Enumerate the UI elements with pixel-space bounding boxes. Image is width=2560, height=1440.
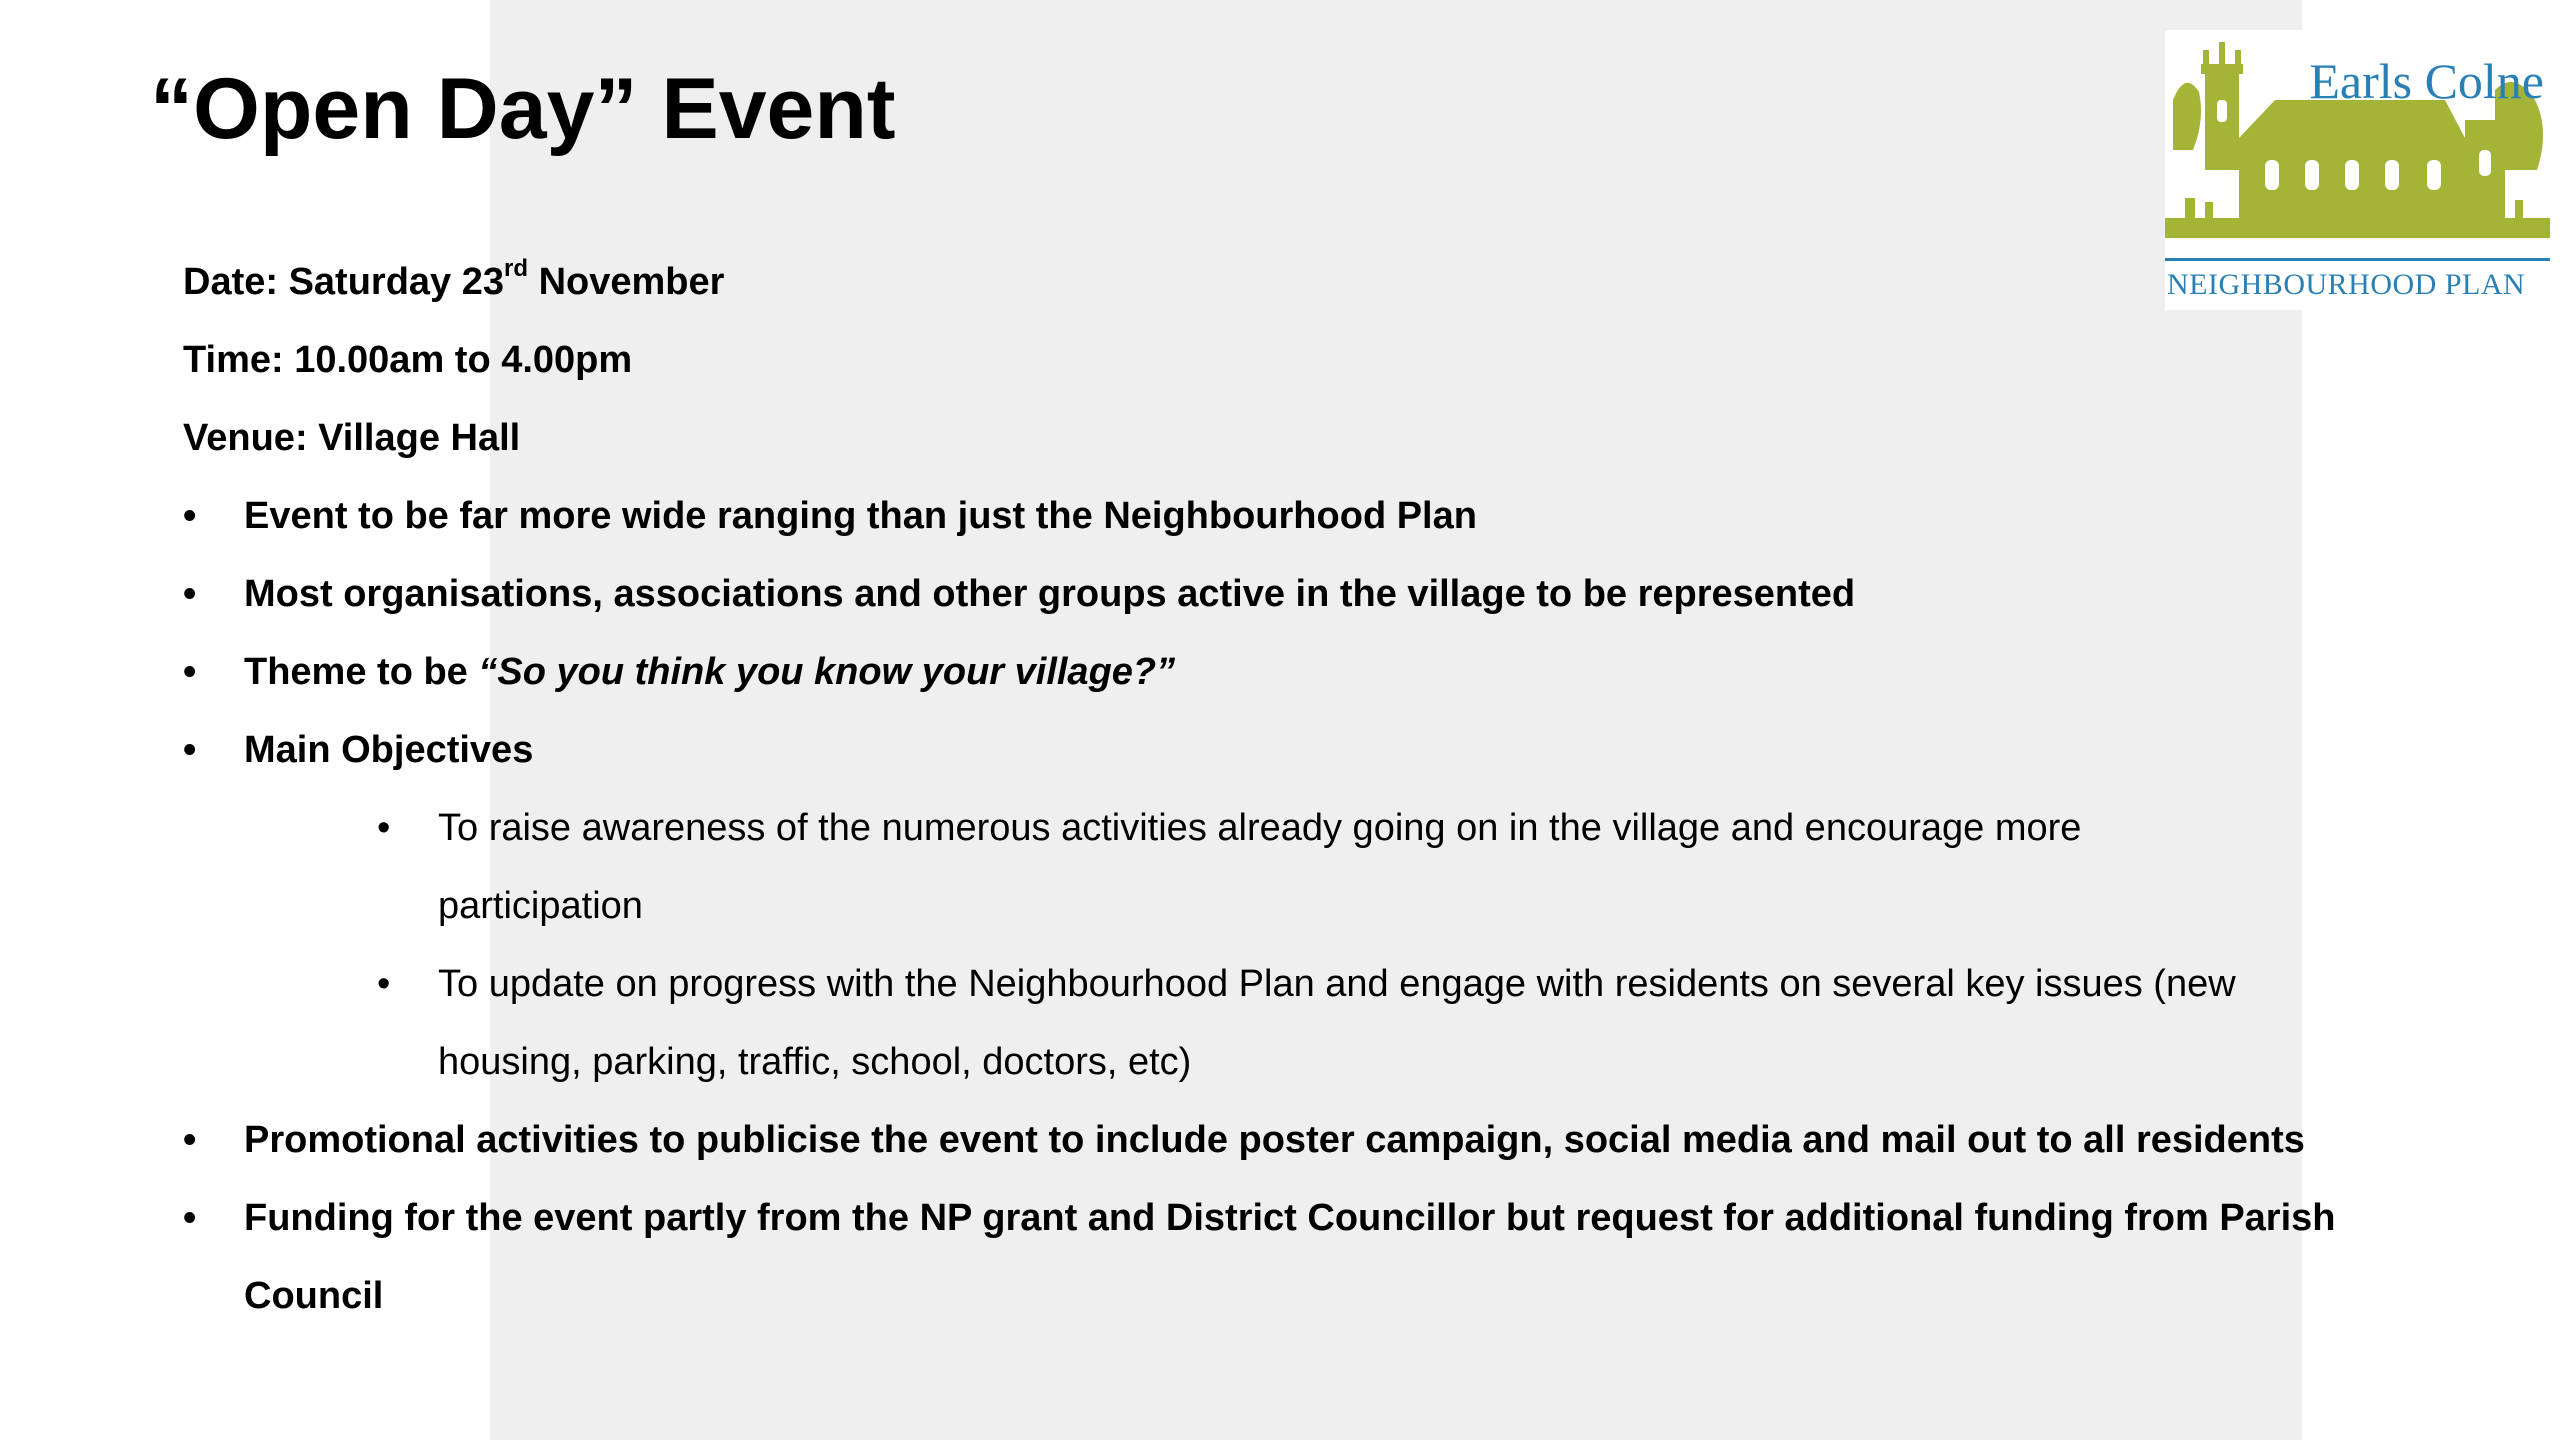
bullet-icon: • bbox=[183, 1197, 197, 1239]
sub-bullet-item bbox=[183, 789, 2333, 867]
bullet-icon: • bbox=[183, 651, 197, 693]
sub-bullet-continuation: participation bbox=[438, 885, 643, 927]
sub-bullet-item bbox=[183, 945, 2333, 1023]
bullet-continuation: Council bbox=[244, 1275, 384, 1317]
bullet-text: Theme to be bbox=[244, 651, 479, 693]
slide-title: “Open Day” Event bbox=[150, 61, 896, 157]
bullet-text: Promotional activities to publicise the event to include poster campaign, social media and mail out to all residents bbox=[244, 1119, 2305, 1161]
bullet-item bbox=[183, 1101, 2333, 1179]
bullet-icon: • bbox=[377, 807, 391, 849]
bullet-item bbox=[183, 711, 2333, 789]
logo-subtitle: NEIGHBOURHOOD PLAN bbox=[2167, 268, 2526, 301]
time-line: Time: 10.00am to 4.00pm bbox=[183, 339, 633, 381]
logo-title: Earls Colne bbox=[2309, 53, 2544, 109]
bullet-icon: • bbox=[183, 729, 197, 771]
sub-bullet-text: To update on progress with the Neighbourhood Plan and engage with residents on several key issues (new bbox=[438, 963, 2236, 1005]
earls-colne-logo bbox=[2165, 30, 2550, 310]
bullet-icon: • bbox=[377, 963, 391, 1005]
sub-bullet-text: To raise awareness of the numerous activities already going on in the village and encourage more bbox=[438, 807, 2082, 849]
date-prefix: Date: Saturday 23 bbox=[183, 261, 505, 303]
date-month: November bbox=[528, 261, 725, 303]
bullet-text: Main Objectives bbox=[244, 729, 534, 771]
slide-content bbox=[183, 243, 2336, 1335]
bullet-item bbox=[183, 477, 2333, 555]
bullet-icon: • bbox=[183, 1119, 197, 1161]
theme-quote: “So you think you know your village?” bbox=[478, 651, 1176, 693]
bullet-item bbox=[183, 1179, 2336, 1257]
venue-line: Venue: Village Hall bbox=[183, 417, 521, 459]
logo-divider bbox=[2165, 258, 2550, 261]
bullet-text: Event to be far more wide ranging than just the Neighbourhood Plan bbox=[244, 495, 1477, 537]
bullet-item bbox=[183, 633, 2333, 711]
date-line bbox=[183, 243, 2333, 321]
date-ordinal: rd bbox=[504, 255, 529, 283]
bullet-item bbox=[183, 555, 2333, 633]
bullet-icon: • bbox=[183, 495, 197, 537]
bullet-text: Most organisations, associations and other groups active in the village to be represented bbox=[244, 573, 1856, 615]
bullet-text: Funding for the event partly from the NP grant and District Councillor but request for additional funding from Parish bbox=[244, 1197, 2336, 1239]
bullet-icon: • bbox=[183, 573, 197, 615]
sub-bullet-continuation: housing, parking, traffic, school, doctors, etc) bbox=[438, 1041, 1192, 1083]
